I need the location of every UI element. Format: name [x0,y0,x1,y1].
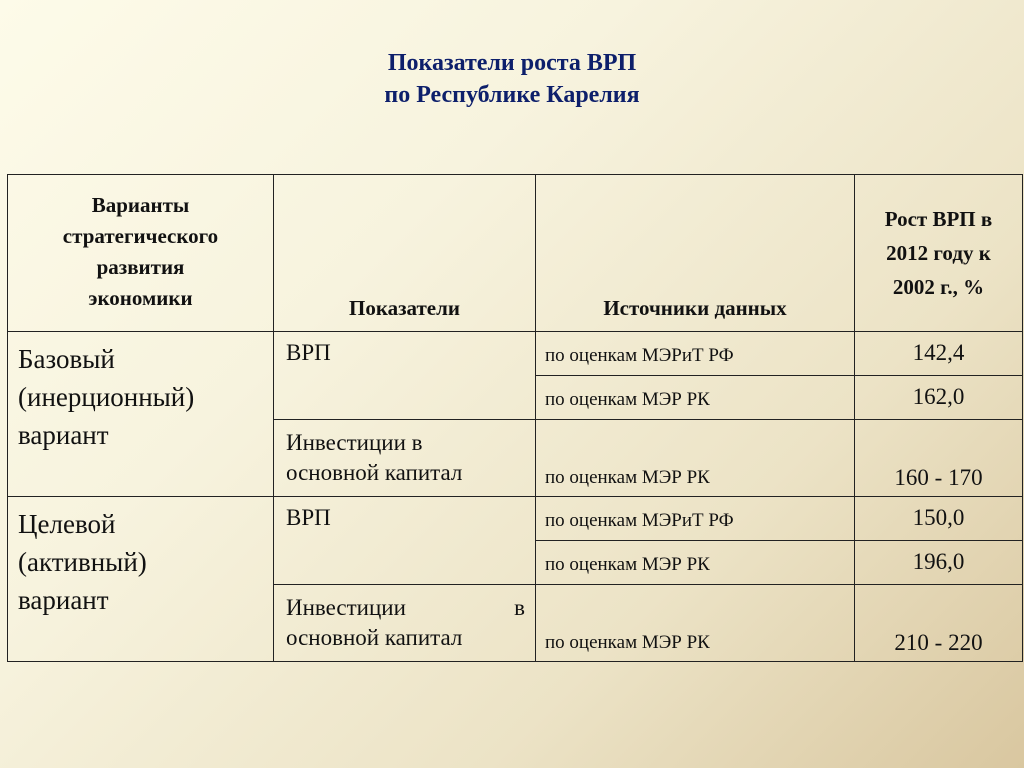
indicator-word: Инвестиции [286,595,406,620]
value-cell: 160 - 170 [855,420,1023,497]
variant-line: Базовый [18,344,115,374]
header-variants-line: Варианты [91,193,190,217]
indicator-line [286,593,525,623]
value-cell: 210 - 220 [855,585,1023,662]
variant-cell-target [8,497,274,662]
header-indicators: Показатели [274,175,536,332]
slide-title [0,47,1024,111]
gdp-growth-table [7,174,1023,662]
table-header-row [8,175,1023,332]
header-variants-line: стратегического [62,224,219,248]
header-variants-line: развития [96,255,185,279]
title-line-2: по Республике Карелия [384,82,640,108]
indicator-word: в [514,595,525,620]
header-variants-line: экономики [88,286,193,310]
header-growth-line: 2002 г., % [892,275,985,299]
variant-line: (инерционный) [18,382,195,412]
value-cell: 196,0 [855,541,1023,585]
value-cell: 162,0 [855,376,1023,420]
source-cell: по оценкам МЭР РК [536,585,855,662]
source-cell: по оценкам МЭР РК [536,420,855,497]
variant-line: (активный) [18,547,147,577]
variant-line: вариант [18,420,109,450]
header-growth-line: Рост ВРП в [884,207,993,231]
source-cell: по оценкам МЭРиТ РФ [536,497,855,541]
variant-line: Целевой [18,509,116,539]
indicator-grp: ВРП [274,497,536,585]
indicator-investment [274,585,536,662]
variant-cell-base [8,332,274,497]
title-line-1: Показатели роста ВРП [387,50,637,76]
table-row [8,332,1023,376]
indicator-grp: ВРП [274,332,536,420]
source-cell: по оценкам МЭР РК [536,541,855,585]
variant-line: вариант [18,585,109,615]
indicator-line: Инвестиции в [286,430,423,455]
indicator-investment [274,420,536,497]
header-growth-line: 2012 году к [886,241,991,265]
value-cell: 142,4 [855,332,1023,376]
value-cell: 150,0 [855,497,1023,541]
header-growth [855,175,1023,332]
header-variants [8,175,274,332]
indicator-line: основной капитал [286,460,463,485]
indicator-line: основной капитал [286,625,463,650]
table-row [8,497,1023,541]
source-cell: по оценкам МЭРиТ РФ [536,332,855,376]
header-sources: Источники данных [536,175,855,332]
source-cell: по оценкам МЭР РК [536,376,855,420]
